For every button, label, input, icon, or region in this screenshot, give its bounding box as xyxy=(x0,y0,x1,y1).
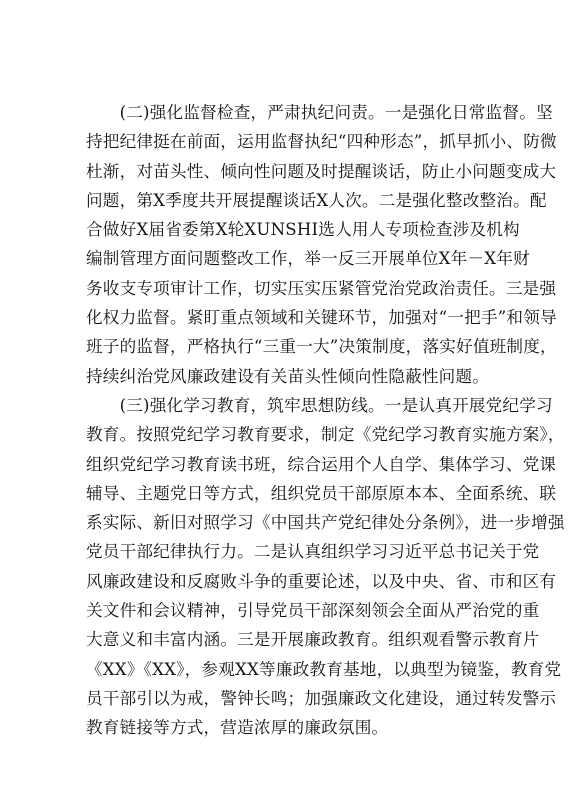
text-line: 员干部引以为戒，警钟长鸣；加强廉政文化建设，通过转发警示 xyxy=(86,688,557,708)
text-line: (二)强化监督检查，严肃执纪问责。一是强化日常监督。坚 xyxy=(86,103,553,122)
text-line: 持把纪律挺在前面，运用监督执纪“四种形态”，抓早抓小、防微 xyxy=(86,132,557,152)
text-line: 化权力监督。紧盯重点领域和关键环节，加强对“一把手”和领导 xyxy=(86,308,557,328)
text-line: 辅导、主题党日等方式，组织党员干部原原本本、全面系统、联 xyxy=(86,483,557,503)
text-line: 合做好X届省委第X轮XUNSHI选人用人专项检查涉及机构 xyxy=(86,220,520,240)
text-line: (三)强化学习教育，筑牢思想防线。一是认真开展党纪学习 xyxy=(86,395,553,415)
text-line: 务收支专项审计工作，切实压实压紧管党治党政治责任。三是强 xyxy=(86,278,557,298)
text-line: 《XX》《XX》，参观XX等廉政教育基地，以典型为镜鉴，教育党 xyxy=(86,659,562,679)
text-line: 风廉政建设和反腐败斗争的重要论述，以及中央、省、市和区有 xyxy=(86,571,557,591)
text-line: 关文件和会议精神，引导党员干部深刻领会全面从严治党的重 xyxy=(86,601,540,621)
text-line: 教育。按照党纪学习教育要求，制定《党纪学习教育实施方案》， xyxy=(86,425,565,445)
text-line: 组织党纪学习教育读书班，综合运用个人自学、集体学习、党课 xyxy=(86,454,557,474)
text-line: 持续纠治党风廉政建设有关苗头性倾向性隐蔽性问题。 xyxy=(86,366,490,386)
text-line: 班子的监督，严格执行“三重一大”决策制度，落实好值班制度， xyxy=(86,337,557,357)
text-line: 编制管理方面问题整改工作，举一反三开展单位X年－X年财 xyxy=(86,249,530,269)
body-text xyxy=(86,98,565,743)
text-line: 系实际、新旧对照学习《中国共产党纪律处分条例》，进一步增强 xyxy=(86,513,565,533)
text-line: 大意义和丰富内涵。三是开展廉政教育。组织观看警示教育片 xyxy=(86,630,540,650)
text-line: 杜渐，对苗头性、倾向性问题及时提醒谈话，防止小问题变成大 xyxy=(86,161,557,181)
text-line: 党员干部纪律执行力。二是认真组织学习习近平总书记关于党 xyxy=(86,542,540,562)
text-line: 问题，第X季度共开展提醒谈话X人次。二是强化整改整治。配 xyxy=(86,190,547,210)
text-line: 教育链接等方式，营造浓厚的廉政氛围。 xyxy=(86,718,389,738)
